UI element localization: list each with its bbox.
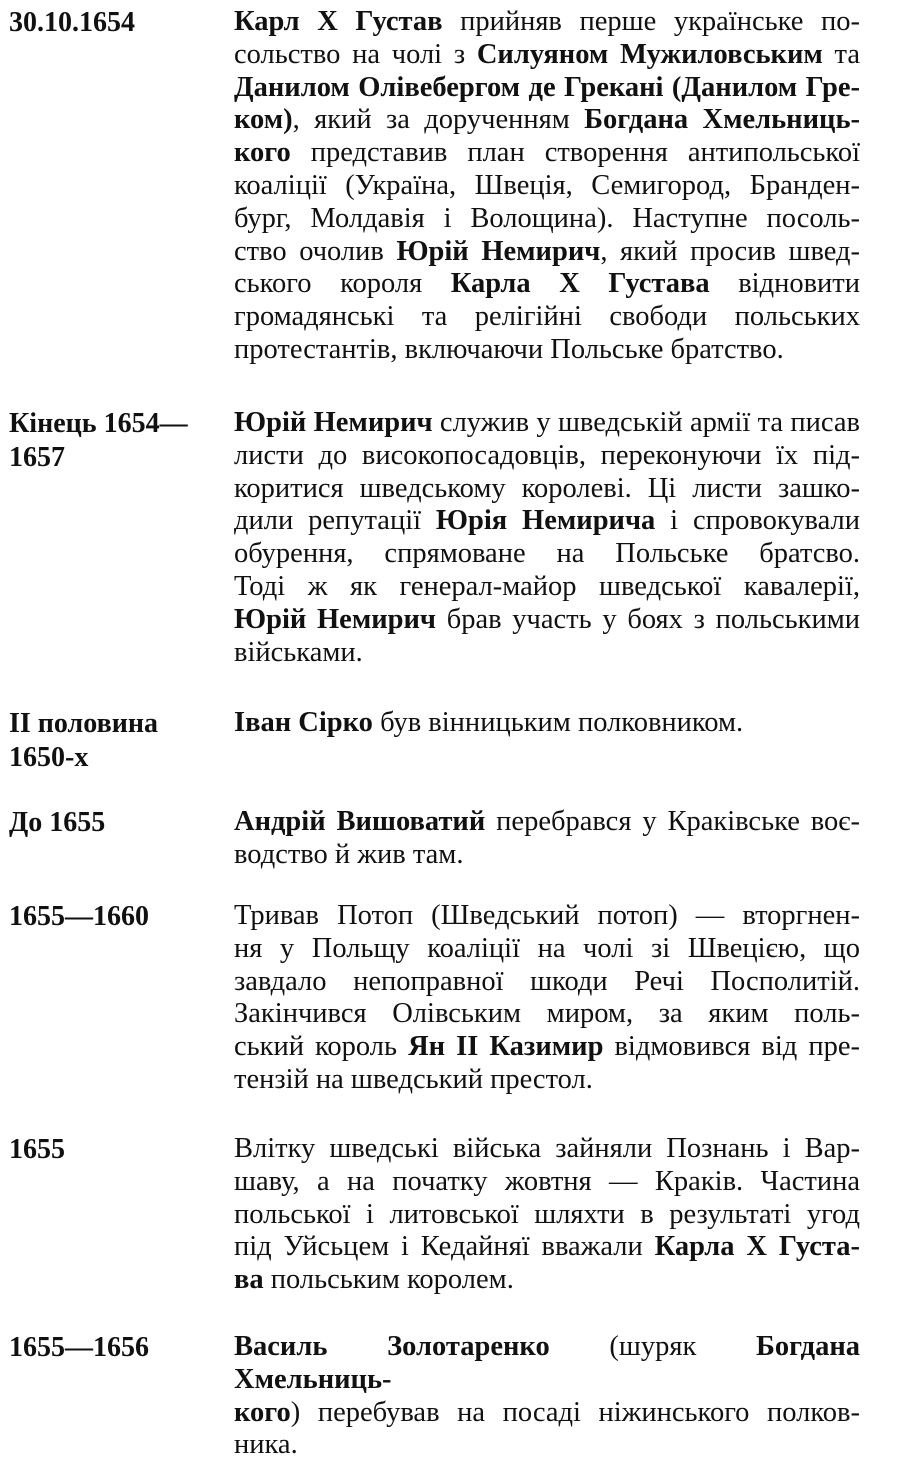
text-run: під Уйсьцем і Кедайняї вважали bbox=[234, 1231, 655, 1263]
text-line bbox=[234, 839, 860, 872]
text-line bbox=[234, 301, 860, 334]
text-line bbox=[234, 104, 860, 137]
bold-name: Богдана Хмельниць- bbox=[234, 1331, 860, 1395]
text-run: шаву, а на початку жовтня — Краків. Частина bbox=[234, 1165, 860, 1197]
text-run: був вінницьким полковником. bbox=[372, 707, 744, 738]
text-line bbox=[234, 933, 860, 966]
text-line bbox=[234, 203, 860, 236]
entry-text bbox=[234, 900, 860, 1097]
text-run: , який просив швед- bbox=[600, 235, 860, 267]
text-run: Тривав Потоп (Шведський потоп) — вторгнен- bbox=[234, 900, 860, 931]
text-run: прийняв перше українське по- bbox=[442, 6, 860, 37]
text-run: завдало непоправної шкоди Речі Посполитій. bbox=[234, 965, 860, 997]
bold-name: кого bbox=[234, 137, 291, 169]
text-run: польським королем. bbox=[263, 1264, 514, 1296]
bold-name: Силуяном Мужиловським bbox=[476, 38, 823, 70]
bold-name: Юрій Немирич bbox=[396, 235, 601, 267]
text-run: ство очолив bbox=[234, 235, 397, 267]
entry-text bbox=[234, 6, 860, 367]
text-run: та bbox=[822, 38, 860, 70]
text-run: ника. bbox=[234, 1429, 298, 1461]
entry-text bbox=[234, 1133, 860, 1297]
text-run: брав участь у боях з польськими bbox=[436, 603, 860, 635]
text-line bbox=[234, 637, 860, 670]
bold-name: Юрій Немирич bbox=[234, 603, 436, 635]
entry-date: До 1655 bbox=[9, 807, 106, 838]
text-run: служив у шведській армії та писав bbox=[432, 407, 860, 438]
entry-text bbox=[234, 407, 860, 669]
bold-name: Карла Х Густа- bbox=[654, 1231, 860, 1263]
text-run: відмовився від пре- bbox=[603, 1031, 860, 1063]
text-run: перебрався у Краківське воє- bbox=[485, 806, 860, 837]
text-run: громадянські та релігійні свободи польських bbox=[234, 301, 860, 333]
text-line bbox=[234, 1064, 860, 1097]
bold-name: кого bbox=[234, 1396, 291, 1428]
text-run: , який за дорученням bbox=[292, 104, 585, 136]
text-run: відновити bbox=[709, 268, 860, 300]
entry-text bbox=[234, 806, 860, 872]
text-run: Тоді ж як генерал-майор шведської кавалерії, bbox=[234, 570, 860, 602]
text-line bbox=[234, 72, 860, 105]
text-line bbox=[234, 6, 860, 39]
text-run: ня у Польщу коаліції на чолі зі Швецією, що bbox=[234, 932, 860, 964]
bold-name: Андрій Вишоватий bbox=[234, 806, 486, 837]
entry-date: II половина 1650-х bbox=[9, 708, 158, 773]
text-line bbox=[234, 505, 860, 538]
entry-text bbox=[234, 707, 860, 740]
text-run: тензій на шведський престол. bbox=[234, 1063, 593, 1095]
text-run: листи до високопосадовців, переконуючи їх під- bbox=[234, 439, 860, 471]
text-run: дили репутації bbox=[234, 505, 436, 537]
text-line bbox=[234, 1264, 860, 1297]
text-line bbox=[234, 334, 860, 367]
text-run: коритися шведському королеві. Ці листи зашко- bbox=[234, 472, 860, 504]
text-run: представив план створення антипольської bbox=[290, 137, 860, 169]
text-line bbox=[234, 440, 860, 473]
text-line bbox=[234, 268, 860, 301]
entry-date: 1655—1660 bbox=[9, 901, 149, 932]
bold-name: Данилом Олівебергом де Грекані (Данилом Гре- bbox=[234, 71, 860, 103]
text-line bbox=[234, 900, 860, 933]
bold-name: ва bbox=[234, 1264, 264, 1296]
bold-name: Юрія Немирича bbox=[435, 505, 656, 537]
entry-date: 1655 bbox=[9, 1134, 65, 1165]
text-line bbox=[234, 1331, 860, 1397]
text-run: ського короля bbox=[234, 268, 451, 300]
text-run: Закінчився Олівським миром, за яким поль- bbox=[234, 998, 860, 1030]
text-line bbox=[234, 538, 860, 571]
entry-date: 30.10.1654 bbox=[9, 7, 135, 38]
text-line bbox=[234, 1397, 860, 1430]
text-line bbox=[234, 407, 860, 440]
entry-text bbox=[234, 1331, 860, 1462]
text-run: польської і литовської шляхти в результаті угод bbox=[234, 1198, 860, 1230]
bold-name: Карла Х Густава bbox=[450, 268, 710, 300]
text-run: водство й жив там. bbox=[234, 838, 464, 870]
text-run: ський король bbox=[234, 1031, 409, 1063]
text-run: протестантів, включаючи Польське братство. bbox=[234, 333, 784, 365]
bold-name: Іван Сірко bbox=[234, 707, 373, 738]
text-line bbox=[234, 1231, 860, 1264]
text-line bbox=[234, 571, 860, 604]
text-line bbox=[234, 604, 860, 637]
text-line bbox=[234, 170, 860, 203]
text-line bbox=[234, 998, 860, 1031]
text-line bbox=[234, 1031, 860, 1064]
text-run: (шуряк bbox=[549, 1331, 757, 1362]
entry-date: 1655—1656 bbox=[9, 1332, 149, 1363]
text-run: і спровокували bbox=[655, 505, 861, 537]
text-line bbox=[234, 1133, 860, 1166]
text-line bbox=[234, 137, 860, 170]
text-run: бург, Молдавія і Волощина). Наступне посоль- bbox=[234, 202, 860, 234]
text-line bbox=[234, 1199, 860, 1232]
text-run: обурення, спрямоване на Польське братсво. bbox=[234, 538, 860, 570]
bold-name: ком) bbox=[234, 104, 293, 136]
text-run: ) перебував на посаді ніжинського полков- bbox=[290, 1396, 860, 1428]
entry-date: Кінець 1654—1657 bbox=[9, 408, 188, 473]
text-line bbox=[234, 966, 860, 999]
bold-name: Карл Х Густав bbox=[234, 6, 443, 37]
text-line bbox=[234, 707, 860, 740]
bold-name: Юрій Немирич bbox=[234, 407, 433, 438]
text-run: коаліції (Україна, Швеція, Семигород, Бранден- bbox=[234, 169, 860, 201]
text-line bbox=[234, 236, 860, 269]
bold-name: Богдана Хмельниць- bbox=[584, 104, 861, 136]
text-run: Влітку шведські війська зайняли Познань і Вар- bbox=[234, 1133, 860, 1164]
text-line bbox=[234, 1429, 860, 1462]
text-line bbox=[234, 473, 860, 506]
text-run: військами. bbox=[234, 636, 363, 668]
text-line bbox=[234, 806, 860, 839]
text-run: сольство на чолі з bbox=[234, 38, 477, 70]
bold-name: Ян II Казимир bbox=[408, 1031, 604, 1063]
text-line bbox=[234, 1166, 860, 1199]
text-line bbox=[234, 39, 860, 72]
bold-name: Василь Золотаренко bbox=[234, 1331, 550, 1362]
